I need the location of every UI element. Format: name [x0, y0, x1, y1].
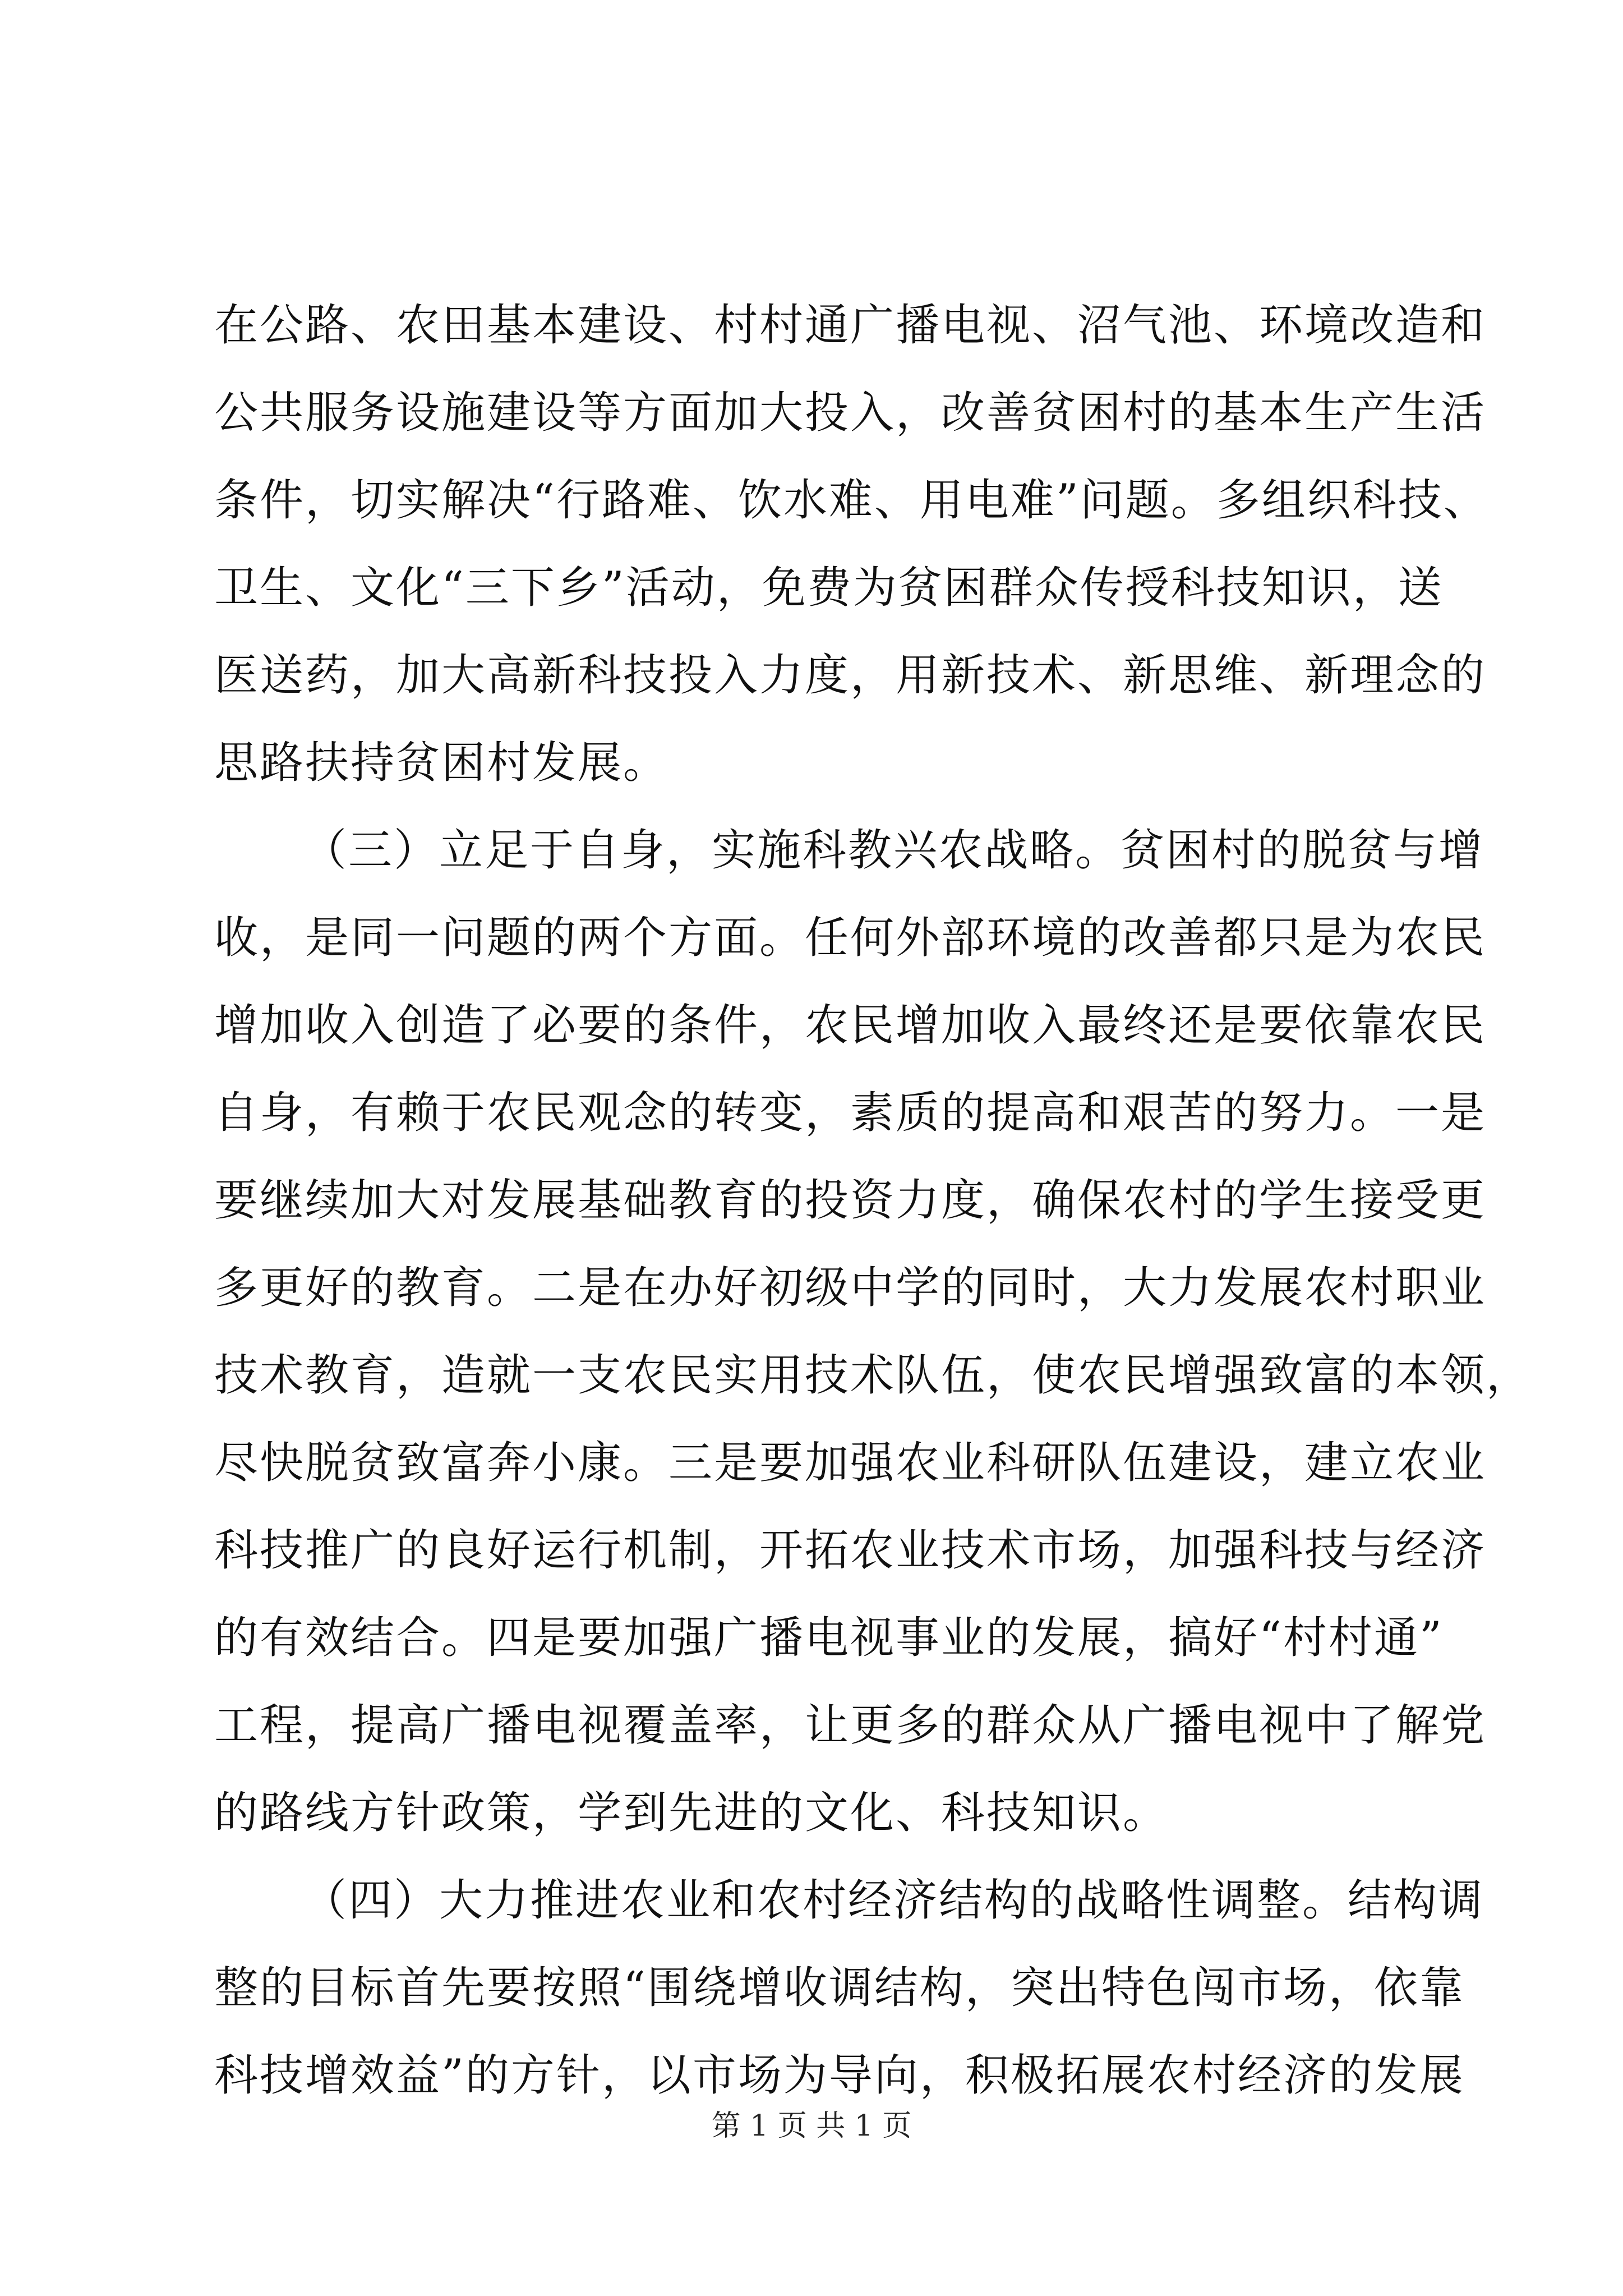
- text-line: 多更好的教育。二是在办好初级中学的同时，大力发展农村职业: [214, 1263, 1487, 1313]
- text-line: 自身，有赖于农民观念的转变，素质的提高和艰苦的努力。一是: [214, 1088, 1487, 1138]
- section-heading-line: （三）立足于自身，实施科教兴农战略。贫困村的脱贫与增: [303, 825, 1484, 876]
- text-line: 的有效结合。四是要加强广播电视事业的发展，搞好“村村通”: [214, 1613, 1444, 1663]
- text-line: 工程，提高广播电视覆盖率，让更多的群众从广播电视中了解党: [214, 1700, 1487, 1751]
- text-line: 条件，切实解决“行路难、饮水难、用电难”问题。多组织科技、: [214, 475, 1489, 526]
- page-number-footer: 第 1 页 共 1 页: [711, 2109, 912, 2143]
- text-line: 尽快脱贫致富奔小康。三是要加强农业科研队伍建设，建立农业: [214, 1438, 1487, 1488]
- text-line: 思路扶持贫困村发展。: [214, 738, 669, 788]
- text-line: 科技增效益”的方针，以市场为导向，积极拓展农村经济的发展: [214, 2050, 1465, 2101]
- text-line: 收，是同一问题的两个方面。任何外部环境的改善都只是为农民: [214, 913, 1487, 963]
- text-line: 公共服务设施建设等方面加大投入，改善贫困村的基本生产生活: [214, 388, 1487, 438]
- text-line: 在公路、农田基本建设、村村通广播电视、沼气池、环境改造和: [214, 300, 1487, 351]
- text-line: 卫生、文化“三下乡”活动，免费为贫困群众传授科技知识，送: [214, 563, 1444, 613]
- text-line: 医送药，加大高新科技投入力度，用新技术、新思维、新理念的: [214, 650, 1487, 701]
- text-line: 要继续加大对发展基础教育的投资力度，确保农村的学生接受更: [214, 1175, 1487, 1226]
- text-line: 整的目标首先要按照“围绕增收调结构，突出特色闯市场，依靠: [214, 1963, 1465, 2013]
- text-line: 的路线方针政策，学到先进的文化、科技知识。: [214, 1788, 1169, 1838]
- text-line: 增加收入创造了必要的条件，农民增加收入最终还是要依靠农民: [214, 1000, 1487, 1051]
- section-heading-line: （四）大力推进农业和农村经济结构的战略性调整。结构调: [303, 1875, 1484, 1926]
- text-line: 技术教育，造就一支农民实用技术队伍，使农民增强致富的本领，: [214, 1350, 1532, 1401]
- text-line: 科技推广的良好运行机制，开拓农业技术市场，加强科技与经济: [214, 1525, 1487, 1576]
